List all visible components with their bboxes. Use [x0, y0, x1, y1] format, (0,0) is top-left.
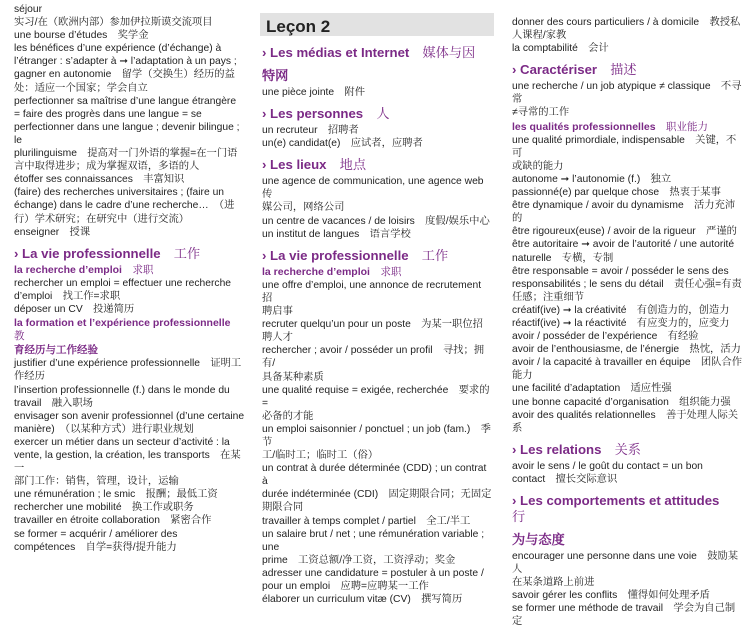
line-text: avoir / la capacité à travailler en équipe 团队合作 [512, 357, 743, 369]
section-heading [262, 45, 494, 61]
vocab-line [262, 423, 494, 449]
vocab-line [14, 121, 246, 147]
line-text: une pièce jointe 附件 [262, 87, 366, 98]
vocab-line [14, 3, 246, 16]
vocab-line [262, 593, 494, 606]
vocab-line [512, 382, 744, 395]
vocab-line [14, 82, 246, 95]
vocab-line [14, 410, 246, 423]
line-text: gagner en autonomie 留学（交换生）经历的益 [14, 69, 235, 81]
vocab-line [512, 42, 744, 55]
line-text: une recherche / un job atypique ≠ classique 不寻常 [512, 81, 742, 106]
line-text: les qualités professionnelles [512, 120, 656, 133]
line-text: pour un emploi 应聘=应聘某一工作 [262, 581, 429, 592]
chinese-gloss: 媒体与因 [409, 45, 476, 60]
line-text: 工/临时工；临时工（俗） [262, 450, 379, 462]
line-text: 必备的才能 [262, 410, 314, 422]
vocab-line [512, 173, 744, 186]
line-text: une rémunération ; le smic 报酬；最低工资 [14, 489, 218, 501]
line-text: un contrat à durée déterminée (CDD) ; un contrat à [262, 463, 487, 488]
line-text: 行）学术研究；在研究中（进行交流） [14, 213, 190, 225]
line-text: = faire des progrès dans une langue = se [14, 108, 202, 120]
vocab-line [512, 291, 744, 304]
vocab-line [512, 356, 744, 369]
line-text: être rigoureux(euse) / avoir de la rigueur 严谨的 [512, 226, 737, 238]
vocab-line [262, 137, 494, 150]
vocab-line [262, 228, 494, 241]
vocab-line [262, 449, 494, 462]
subsection-heading [14, 317, 246, 343]
line-text: 期限合同 [262, 502, 304, 514]
line-text: 媒公司，网络公司 [262, 202, 345, 214]
vocab-line [262, 86, 494, 99]
vocab-line [14, 357, 246, 370]
line-text: perfectionner dans une langue ; devenir bilingue ; le [14, 121, 240, 146]
vocab-line [14, 303, 246, 316]
line-text: 具备某种素质 [262, 371, 324, 383]
chinese-gloss: 求职 [121, 263, 154, 276]
lesson-title: Leçon 2 [266, 17, 331, 36]
vocab-line [14, 213, 246, 226]
line-text: d’emploi 找工作=求职 [14, 290, 121, 302]
line-text: avoir des qualités relationnelles 善于处理人际关系 [512, 409, 739, 434]
line-text: une qualité primordiale, indispensable 关键，不可 [512, 134, 737, 159]
line-text: › La vie professionnelle [14, 245, 161, 261]
vocab-line [512, 409, 744, 435]
vocab-line [262, 515, 494, 528]
vocab-line [14, 55, 246, 68]
vocab-line [14, 29, 246, 42]
line-text: responsabilités ; le sens du détail 责任心强=有责 [512, 278, 742, 290]
line-text: 聘人才 [262, 332, 293, 344]
right-column [512, 16, 744, 628]
section-heading [262, 248, 494, 264]
vocab-line [14, 501, 246, 514]
line-text: élaborer un curriculum vitæ (CV) 撰写简历 [262, 594, 463, 606]
line-text: › Les lieux [262, 157, 327, 173]
line-text: les bénéfices d’une expérience (d’échange) à [14, 43, 222, 55]
vocab-line [262, 279, 494, 305]
chinese-gloss: 教 [14, 317, 241, 343]
vocab-line [14, 397, 246, 410]
vocab-line [512, 252, 744, 265]
vocab-line [512, 29, 744, 42]
line-text: 部门工作：销售，管理，设计，运输 [14, 476, 179, 488]
vocab-line [262, 528, 494, 554]
vocab-line [14, 16, 246, 29]
vocab-line [14, 108, 246, 121]
line-text: être dynamique / avoir du dynamisme 活力充沛的 [512, 200, 736, 225]
chinese-gloss: 描述 [597, 62, 637, 78]
section-heading [262, 106, 494, 122]
line-text: › Les personnes [262, 106, 364, 122]
vocab-line [512, 16, 744, 29]
section-heading [512, 442, 744, 458]
vocab-line [14, 541, 246, 554]
vocab-line [262, 567, 494, 580]
line-text: durée indéterminée (CDI) 固定期限合同；无固定 [262, 489, 492, 501]
line-text: un(e) candidat(e) 应试者，应聘者 [262, 138, 423, 150]
vocab-line [262, 201, 494, 214]
line-text: la comptabilité 会计 [512, 43, 609, 55]
line-text: la recherche d’emploi [262, 265, 370, 278]
vocab-line [14, 199, 246, 212]
vocab-line [512, 396, 744, 409]
vocab-line [512, 134, 744, 160]
vocab-line [262, 371, 494, 384]
line-text: autonome ➞ l’autonomie (f.) 独立 [512, 173, 672, 185]
line-text: justifier d’une expérience professionnelle 证明工 [14, 358, 242, 370]
vocab-line [512, 186, 744, 199]
vocab-line [512, 343, 744, 356]
line-text: 为与态度 [512, 532, 565, 547]
line-text: une bonne capacité d’organisation 组织能力强 [512, 396, 731, 408]
line-text: › Les relations [512, 441, 602, 457]
line-text: rechercher un emploi = effectuer une recherche [14, 277, 232, 289]
subsection-heading [262, 266, 494, 279]
vocab-line [262, 554, 494, 567]
vocab-line [262, 215, 494, 228]
line-text: créatif(ive) ➞ la créativité 有创造力的，创造力 [512, 304, 730, 316]
line-text: travailler en étroite collaboration 紧密合作 [14, 515, 212, 527]
vocab-line [14, 423, 246, 436]
vocab-line [262, 501, 494, 514]
vocab-line [512, 199, 744, 225]
vocab-line [14, 449, 246, 475]
line-text: ≠寻常的工作 [512, 107, 570, 119]
line-text: un salaire brut / net ; une rémunération variable ; une [262, 528, 485, 553]
line-text: › Les comportements et attitudes [512, 493, 720, 508]
vocab-line [512, 106, 744, 119]
vocab-line [512, 80, 744, 106]
line-text: › La vie professionnelle [262, 247, 409, 263]
vocab-line [262, 175, 494, 201]
line-text: 人课程/家教 [512, 30, 567, 42]
vocab-line [512, 238, 744, 251]
vocab-line [512, 225, 744, 238]
subsection-heading [512, 121, 744, 134]
line-text: 育经历与工作经验 [14, 344, 98, 357]
vocab-line [512, 278, 744, 291]
vocab-line [262, 488, 494, 501]
vocab-line [14, 475, 246, 488]
line-text: prime 工资总额/净工资，工资浮动；奖金 [262, 554, 456, 566]
vocab-line [512, 317, 744, 330]
line-text: vente, la gestion, la création, les transports 在某一 [14, 450, 241, 475]
chinese-gloss: 工作 [408, 247, 449, 263]
line-text: 聘启事 [262, 306, 293, 318]
vocab-line [262, 124, 494, 137]
line-text: être responsable = avoir / posséder le sens des [512, 265, 729, 277]
line-text: 实习/在（欧洲内部）参加伊拉斯谟交流项目 [14, 17, 213, 29]
line-text: avoir de l’enthousiasme, de l’énergie 热忱，活力 [512, 344, 741, 356]
vocab-line [512, 576, 744, 589]
line-text: l’étranger : s’adapter à ➞ l’adaptation à un pays ; [14, 56, 237, 68]
line-text: passionné(e) par quelque chose 热衷于某事 [512, 187, 721, 199]
line-text: un centre de vacances / de loisirs 度假/娱乐中心 [262, 215, 490, 227]
vocab-line [262, 331, 494, 344]
vocab-line [14, 160, 246, 173]
chinese-gloss: 职业能力 [655, 120, 709, 133]
line-text: la recherche d’emploi [14, 263, 122, 276]
line-text: 特网 [262, 68, 289, 83]
line-text: naturelle 专横，专制 [512, 252, 614, 264]
chinese-gloss: 工作 [160, 245, 201, 261]
line-text: recruter quelqu’un pour un poste 为某一职位招 [262, 319, 483, 331]
line-text: encourager une personne dans une voie 鼓励某人 [512, 551, 739, 576]
line-text: enseigner 授课 [14, 226, 91, 238]
vocab-line [14, 173, 246, 186]
vocab-line [262, 384, 494, 410]
line-text: déposer un CV 投递简历 [14, 303, 135, 315]
line-text: donner des cours particuliers / à domicile 教授私 [512, 17, 741, 28]
line-text: 能力 [512, 370, 533, 382]
line-text: un institut de langues 语言学校 [262, 228, 411, 240]
vocab-line [512, 550, 744, 576]
line-text: une agence de communication, une agence web 传 [262, 176, 494, 201]
vocab-line [14, 68, 246, 81]
line-text: adresser une candidature = postuler à un poste / [262, 567, 484, 579]
line-text: envisager son avenir professionnel (d’une certaine [14, 410, 245, 422]
line-text: rechercher une mobilité 换工作或职务 [14, 502, 194, 514]
line-text: travail 融入职场 [14, 397, 93, 409]
section-heading [14, 246, 246, 262]
middle-column [262, 16, 494, 606]
chinese-gloss: 求职 [369, 265, 402, 278]
line-text: la formation et l’expérience professionnelle [14, 317, 231, 330]
vocab-line [262, 580, 494, 593]
vocab-line [262, 344, 494, 370]
vocab-line [14, 95, 246, 108]
vocab-line [14, 528, 246, 541]
line-text: › Les médias et Internet [262, 45, 410, 60]
vocab-line [512, 304, 744, 317]
vocab-line [512, 589, 744, 602]
section-heading [262, 68, 494, 84]
line-text: 作经历 [14, 371, 45, 383]
line-text: une bourse d’études 奖学金 [14, 30, 149, 42]
vocab-line [262, 462, 494, 488]
line-text: un recruteur 招聘者 [262, 125, 359, 137]
line-text: manière) （以某种方式）进行职业规划 [14, 423, 194, 435]
line-text: échange) dans le cadre d’une recherche… （进 [14, 200, 235, 212]
line-text: avoir / posséder de l’expérience 有经验 [512, 331, 699, 343]
line-text: contact 擅长交际意识 [512, 473, 618, 485]
vocab-line [14, 147, 246, 160]
line-text: avoir le sens / le goût du contact = un bon [512, 460, 703, 472]
vocab-line [14, 186, 246, 199]
subsection-heading [14, 344, 246, 357]
vocab-line [14, 370, 246, 383]
vocab-line [262, 410, 494, 423]
vocab-line [14, 42, 246, 55]
line-text: réactif(ive) ➞ la réactivité 有应变力的，应变力 [512, 317, 730, 329]
line-text: (faire) des recherches universitaires ; (faire un [14, 187, 225, 199]
line-text: compétences 自学=获得/提升能力 [14, 541, 177, 553]
section-heading [512, 532, 744, 548]
section-heading [262, 157, 494, 173]
vocab-line [14, 290, 246, 303]
line-text: plurilinguisme 提高对一门外语的掌握=在一门语 [14, 148, 238, 160]
left-column [14, 3, 246, 553]
line-text: un emploi saisonnier / ponctuel ; un job (fam.) 季节 [262, 423, 491, 448]
line-text: être autoritaire ➞ avoir de l’autorité / une autorité [512, 239, 735, 251]
line-text: 处：适应一个国家；学会自立 [14, 82, 148, 94]
line-text: se former une méthode de travail 学会为自己制定 [512, 603, 736, 628]
line-text: l’insertion professionnelle (f.) dans le monde du [14, 384, 230, 396]
line-text: savoir gérer les conflits 懂得如何处理矛盾 [512, 590, 710, 602]
chinese-gloss: 行 [512, 493, 733, 524]
vocab-line [14, 514, 246, 527]
vocab-line [14, 488, 246, 501]
line-text: rechercher ; avoir / posséder un profil 寻找；拥有/ [262, 345, 485, 370]
vocab-line [14, 226, 246, 239]
line-text: une facilité d’adaptation 适应性强 [512, 383, 672, 395]
vocab-line [14, 384, 246, 397]
line-text: 在某条道路上前进 [512, 577, 595, 589]
subsection-heading [14, 264, 246, 277]
vocab-line [512, 330, 744, 343]
vocab-line [512, 265, 744, 278]
vocab-line [512, 473, 744, 486]
chinese-gloss: 关系 [601, 441, 641, 457]
vocab-line [512, 160, 744, 173]
section-heading [512, 493, 744, 525]
vocab-line [512, 460, 744, 473]
vocab-line [14, 277, 246, 290]
vocab-line [14, 436, 246, 449]
section-heading [512, 62, 744, 78]
line-text: une qualité requise = exigée, recherchée 要求的= [262, 384, 490, 409]
line-text: 或缺的能力 [512, 160, 564, 172]
line-text: se former = acquérir / améliorer des [14, 528, 178, 540]
line-text: perfectionner sa maîtrise d’une langue étrangère [14, 95, 237, 107]
chinese-gloss: 地点 [326, 157, 367, 173]
line-text: étoffer ses connaissances 丰富知识 [14, 174, 185, 186]
line-text: › Caractériser [512, 62, 598, 78]
line-text: 任感；注重细节 [512, 291, 585, 303]
vocab-line [512, 369, 744, 382]
vocab-line [262, 305, 494, 318]
vocab-line [262, 318, 494, 331]
line-text: travailler à temps complet / partiel 全工/半工 [262, 515, 471, 527]
chinese-gloss: 人 [363, 106, 390, 122]
line-text: 言中取得进步；成为掌握双语，多语的人 [14, 161, 200, 173]
vocab-line [512, 602, 744, 628]
line-text: une offre d’emploi, une annonce de recrutement 招 [262, 279, 492, 304]
line-text: séjour [14, 4, 43, 15]
line-text: exercer un métier dans un secteur d’activité : la [14, 436, 230, 448]
